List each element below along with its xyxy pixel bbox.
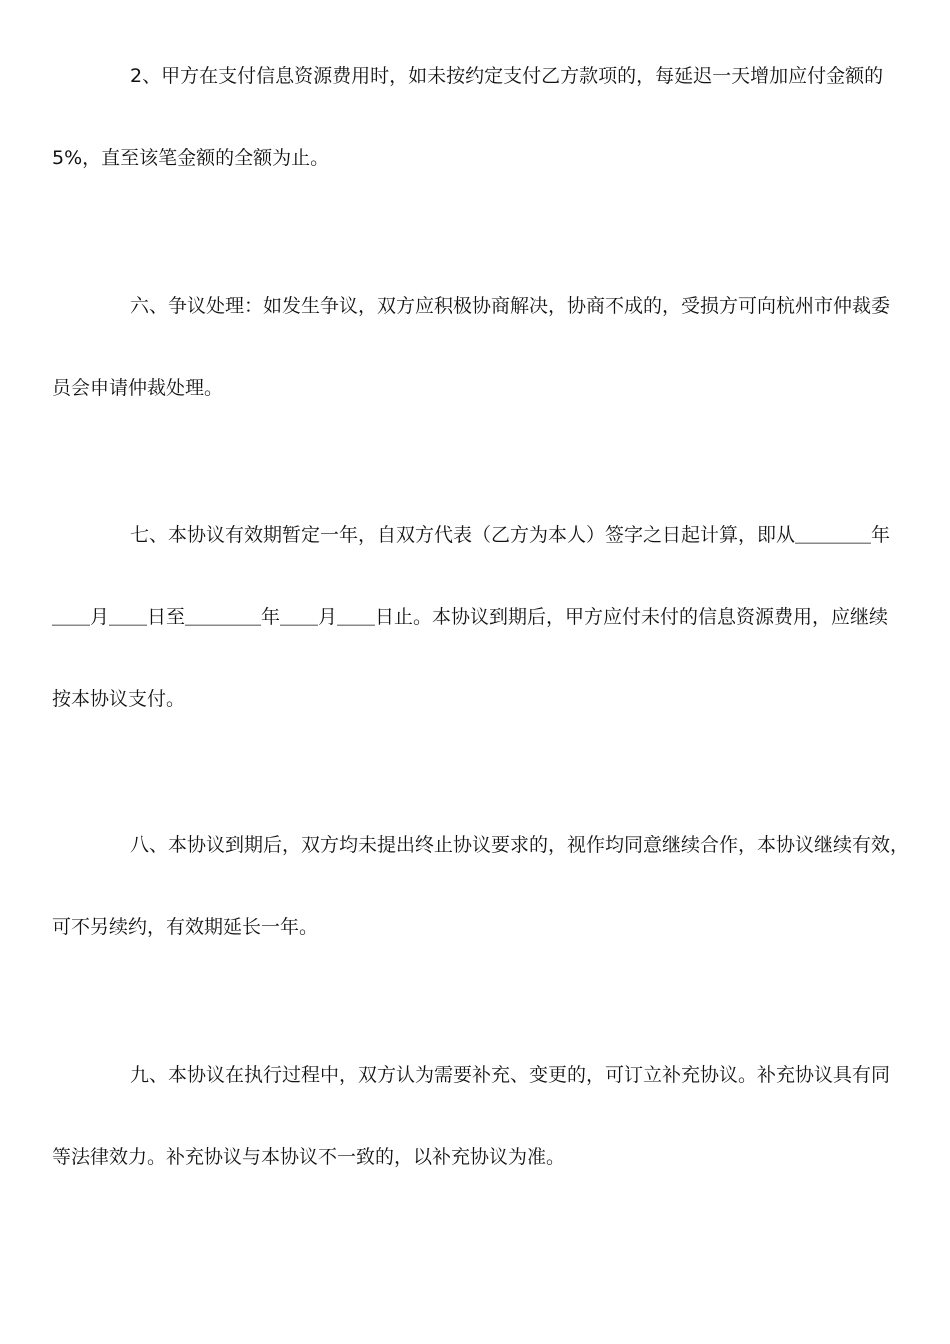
paragraph-line: 六、争议处理：如发生争议，双方应积极协商解决，协商不成的，受损方可向杭州市仲裁委 xyxy=(130,295,891,317)
paragraph-line: 员会申请仲裁处理。 xyxy=(52,377,224,399)
paragraph-line: 七、本协议有效期暂定一年，自双方代表（乙方为本人）签字之日起计算，即从＿＿＿＿年 xyxy=(130,524,891,546)
paragraph-line: 八、本协议到期后，双方均未提出终止协议要求的，视作均同意继续合作，本协议继续有效， xyxy=(130,834,910,856)
paragraph-line: 2、甲方在支付信息资源费用时，如未按约定支付乙方款项的，每延迟一天增加应付金额的 xyxy=(130,65,884,87)
paragraph-line: 按本协议支付。 xyxy=(52,688,186,710)
paragraph-line: 九、本协议在执行过程中，双方认为需要补充、变更的，可订立补充协议。补充协议具有同 xyxy=(130,1064,891,1086)
paragraph-line: 等法律效力。补充协议与本协议不一致的，以补充协议为准。 xyxy=(52,1146,566,1168)
paragraph-line: ＿＿月＿＿日至＿＿＿＿年＿＿月＿＿日止。本协议到期后，甲方应付未付的信息资源费用，应继续 xyxy=(52,606,889,628)
paragraph-line: 可不另续约，有效期延长一年。 xyxy=(52,916,319,938)
paragraph-line: 5%，直至该笔金额的全额为止。 xyxy=(52,147,330,169)
